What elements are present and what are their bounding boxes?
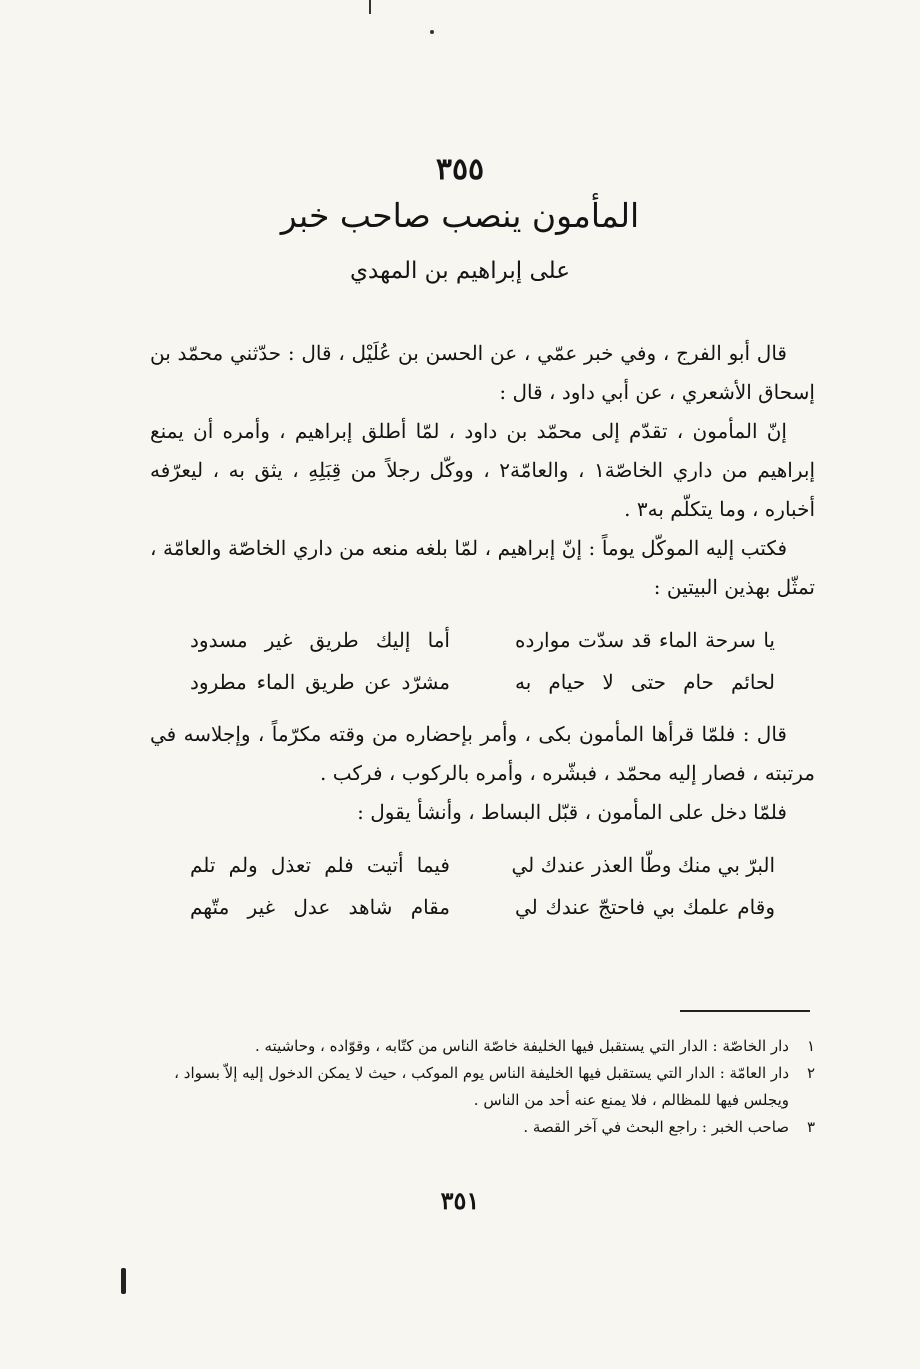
footnote-text: دار العامّة : الدار التي يستقبل فيها الخليفة الناس يوم الموكب ، حيث لا يمكن الدخول إليه إلاّ بسواد ، ويجلس فيها للمظالم ، فلا يمنع عنه أحد من الناس . [174,1064,789,1109]
page-title: المأمون ينصب صاحب خبر [280,196,640,235]
verse-first-hemistich: لحائم حام حتى لا حيام به [515,670,775,694]
paragraph: إنّ المأمون ، تقدّم إلى محمّد بن داود ، لمّا أطلق إبراهيم ، وأمره أن يمنع إبراهيم من داري الخاصّة١ ، والعامّة٢ ، ووكّل رجلاً من قِبَلِهِ ، يثق به ، ليعرّفه أخباره ، وما يتكلّم به٣ . [150,419,816,521]
scan-mark [369,0,371,14]
poem-block [150,619,815,703]
verse-second-hemistich: فيما أتيت فلم تعذل ولم تلم [190,853,450,877]
footnote-number: ٢ [806,1064,815,1082]
footnote-text: دار الخاصّة : الدار التي يستقبل فيها الخليفة خاصّة الناس من كتّابه ، وقوّاده ، وحاشيته . [254,1037,789,1055]
scan-mark [121,1268,126,1294]
footnote-number: ١ [806,1037,815,1055]
story-number: ٣٥٥ [435,152,485,187]
scan-dot [430,30,434,34]
verse-first-hemistich: يا سرحة الماء قد سدّت موارده [515,628,775,652]
paragraph: فكتب إليه الموكّل يوماً : إنّ إبراهيم ، لمّا بلغه منعه من داري الخاصّة والعامّة ، تمثّل بهذين البيتين : [150,536,815,599]
verse-line [150,844,815,886]
verse-line [150,661,815,703]
footnote [150,1060,815,1114]
verse-second-hemistich: أما إليك طريق غير مسدود [190,628,450,652]
poem-block [150,844,815,928]
footnote-divider [680,1010,810,1012]
verse-line [150,886,815,928]
footnote-text: صاحب الخبر : راجع البحث في آخر القصة . [523,1118,789,1136]
paragraph: قال أبو الفرج ، وفي خبر عمّي ، عن الحسن بن عُلَيْل ، قال : حدّثني محمّد بن إسحاق الأشعري ، عن أبي داود ، قال : [150,341,815,404]
verse-line [150,619,815,661]
footnotes [150,1033,815,1141]
verse-second-hemistich: مشرّد عن طريق الماء مطرود [190,670,450,694]
verse-first-hemistich: وقام علمك بي فاحتجّ عندك لي [515,895,775,919]
verse-second-hemistich: مقام شاهد عدل غير متّهم [190,895,450,919]
paragraph: فلمّا دخل على المأمون ، قبّل البساط ، وأنشأ يقول : [357,800,787,824]
footnote-number: ٣ [806,1118,815,1136]
story-body [150,334,815,940]
footnote [150,1114,815,1141]
verse-first-hemistich: البرّ بي منك وطّا العذر عندك لي [511,853,775,877]
paragraph: قال : فلمّا قرأها المأمون بكى ، وأمر بإحضاره من وقته مكرّماً ، وإجلاسه في مرتبته ، فصار إليه محمّد ، فبشّره ، وأمره بالركوب ، فركب . [150,722,815,785]
page-subtitle: على إبراهيم بن المهدي [350,258,570,284]
footnote [150,1033,815,1060]
page-number: ٣٥١ [440,1186,480,1215]
